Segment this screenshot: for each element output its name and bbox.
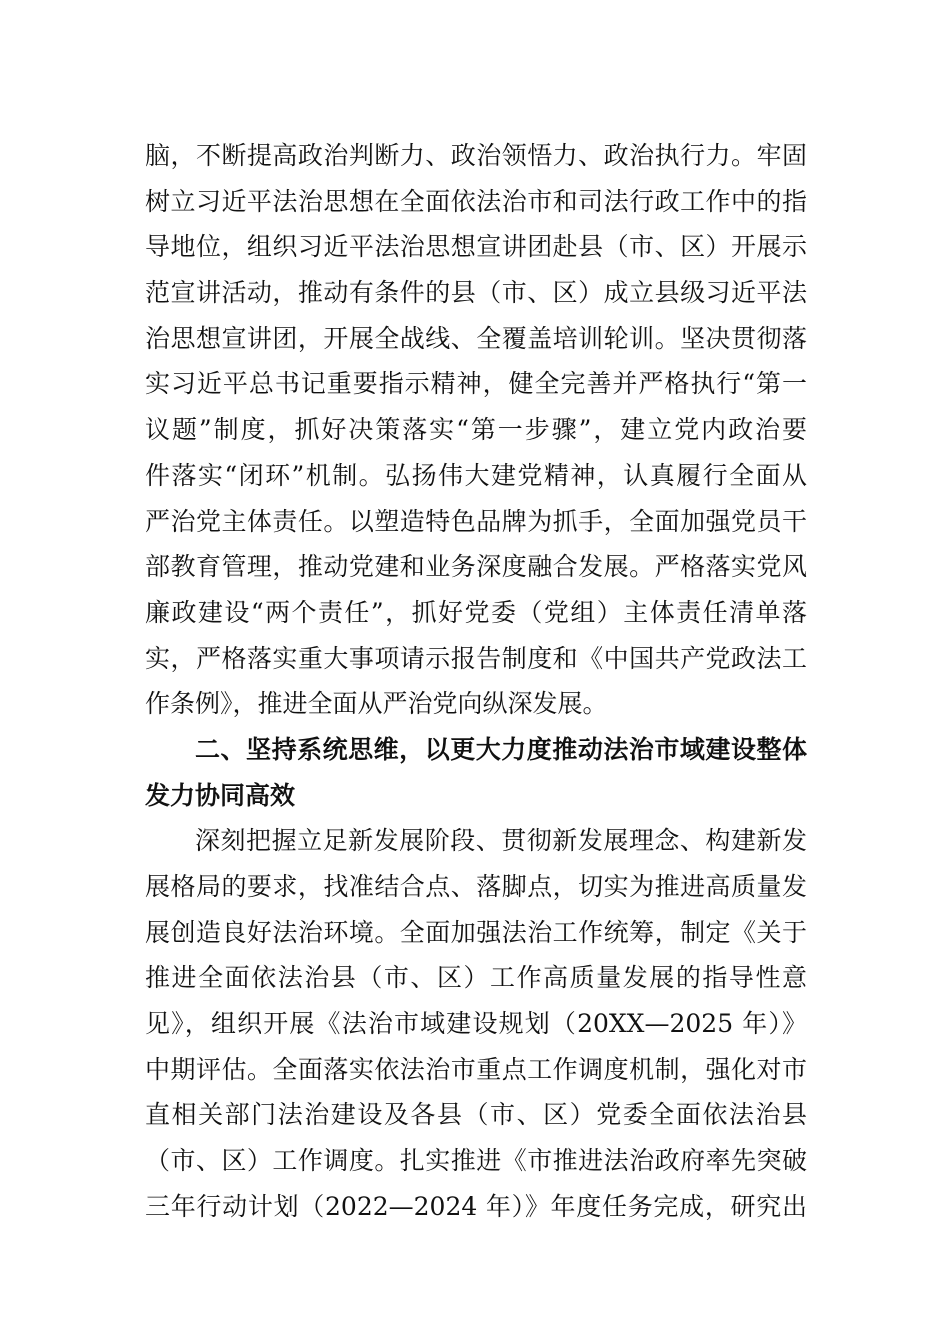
text-line: 中期评估。全面落实依法治市重点工作调度机制，强化对市 — [145, 1054, 807, 1084]
text-line: 范宣讲活动，推动有条件的县（市、区）成立县级习近平法 — [145, 278, 807, 308]
text-line: 三年行动计划（2022—2024 年）》年度任务完成，研究出 — [145, 1191, 807, 1221]
heading-line: 二、坚持系统思维，以更大力度推动法治市域建设整体 — [195, 734, 807, 764]
text-line: 部教育管理，推动党建和业务深度融合发展。严格落实党风 — [145, 552, 807, 582]
text-line: 见》，组织开展《法治市域建设规划（20XX—2025 年）》 — [145, 1009, 807, 1039]
heading-line: 发力协同高效 — [145, 780, 296, 810]
text-line: 推进全面依法治县（市、区）工作高质量发展的指导性意 — [145, 963, 807, 993]
text-line: 展格局的要求，找准结合点、落脚点，切实为推进高质量发 — [145, 872, 807, 901]
text-line: 廉政建设“两个责任”，抓好党委（党组）主体责任清单落 — [145, 597, 807, 627]
text-line: 导地位，组织习近平法治思想宣讲团赴县（市、区）开展示 — [145, 232, 807, 262]
text-line: 议题”制度，抓好决策落实“第一步骤”，建立党内政治要 — [145, 415, 807, 445]
text-line: 治思想宣讲团，开展全战线、全覆盖培训轮训。坚决贯彻落 — [145, 323, 807, 353]
text-line: 直相关部门法治建设及各县（市、区）党委全面依法治县 — [145, 1100, 807, 1130]
text-line: 实，严格落实重大事项请示报告制度和《中国共产党政法工 — [145, 643, 807, 673]
text-line: 脑，不断提高政治判断力、政治领悟力、政治执行力。牢固 — [145, 141, 807, 170]
section-heading-2 — [145, 727, 807, 818]
document-body — [145, 133, 807, 1230]
paragraph-party-building — [145, 133, 807, 727]
text-line: 深刻把握立足新发展阶段、贯彻新发展理念、构建新发 — [195, 826, 807, 856]
text-line: 严治党主体责任。以塑造特色品牌为抓手，全面加强党员干 — [145, 506, 807, 536]
text-line: 件落实“闭环”机制。弘扬伟大建党精神，认真履行全面从 — [145, 460, 807, 490]
text-line: 实习近平总书记重要指示精神，健全完善并严格执行“第一 — [145, 369, 807, 399]
text-line: 作条例》，推进全面从严治党向纵深发展。 — [145, 689, 608, 719]
text-line: （市、区）工作调度。扎实推进《市推进法治政府率先突破 — [145, 1146, 807, 1176]
paragraph-rule-of-law — [145, 818, 807, 1229]
text-line: 展创造良好法治环境。全面加强法治工作统筹，制定《关于 — [145, 917, 807, 947]
text-line: 树立习近平法治思想在全面依法治市和司法行政工作中的指 — [145, 186, 807, 216]
